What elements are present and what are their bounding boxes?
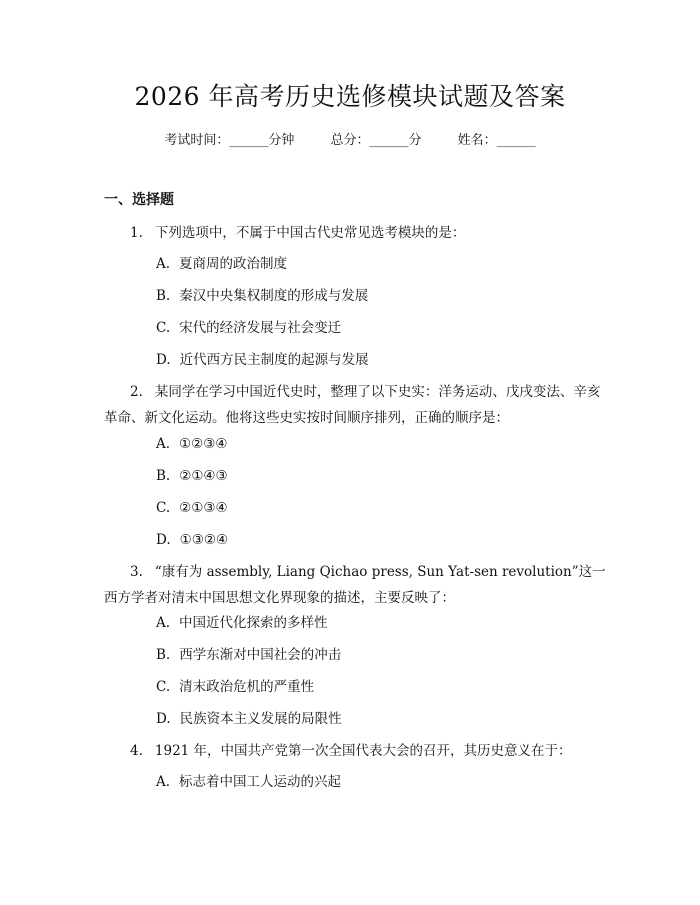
question-3-option-c	[156, 676, 314, 698]
option-text: 清末政治危机的严重性	[179, 679, 315, 695]
option-text: 近代西方民主制度的起源与发展	[179, 352, 369, 368]
section-title: 一、选择题	[104, 192, 174, 208]
question-4-option-a	[156, 771, 341, 793]
option-letter: A.	[156, 256, 171, 272]
option-letter: B.	[156, 288, 171, 304]
question-2-option-a	[156, 433, 227, 455]
option-letter: C.	[156, 679, 171, 695]
option-text: 秦汉中央集权制度的形成与发展	[179, 288, 369, 304]
option-text: 西学东渐对中国社会的冲击	[179, 647, 342, 663]
option-text: 民族资本主义发展的局限性	[179, 711, 342, 727]
option-letter: B.	[156, 468, 171, 484]
option-letter: D.	[156, 352, 171, 368]
option-text: 标志着中国工人运动的兴起	[179, 774, 342, 790]
option-letter: C.	[156, 320, 171, 336]
option-text: ①②③④	[179, 436, 228, 452]
option-text: 夏商周的政治制度	[179, 256, 288, 272]
question-2-option-b	[156, 465, 228, 487]
option-letter: A.	[156, 436, 171, 452]
question-3-option-b	[156, 644, 341, 666]
question-text: 某同学在学习中国近代史时，整理了以下史实：洋务运动、戊戌变法、辛亥革命、新文化运动。他将这些史实按时间顺序排列，正确的顺序是：	[104, 384, 601, 426]
option-text: 宋代的经济发展与社会变迁	[179, 320, 342, 336]
option-text: 中国近代化探索的多样性	[179, 615, 328, 631]
question-1	[104, 220, 609, 246]
option-letter: B.	[156, 647, 171, 663]
option-letter: C.	[156, 500, 171, 516]
question-number: 1.	[130, 225, 143, 241]
question-2	[104, 379, 609, 431]
option-letter: A.	[156, 774, 171, 790]
option-text: ①③②④	[179, 532, 229, 548]
question-text: “康有为 assembly, Liang Qichao press, Sun Yat-sen revolution”这一西方学者对清末中国思想文化界现象的描述，主要反映了：	[104, 564, 606, 606]
question-3	[104, 559, 609, 611]
question-3-option-d	[156, 708, 342, 730]
question-2-option-c	[156, 497, 228, 519]
question-number: 4.	[130, 743, 143, 759]
option-letter: A.	[156, 615, 171, 631]
option-letter: D.	[156, 711, 171, 727]
question-text: 下列选项中，不属于中国古代史常见选考模块的是：	[154, 225, 466, 241]
question-1-option-d	[156, 349, 369, 371]
question-4	[104, 738, 609, 764]
question-1-option-b	[156, 285, 368, 307]
page-title: 2026 年高考历史选修模块试题及答案	[134, 82, 566, 111]
option-text: ②①③④	[179, 500, 228, 516]
exam-score-field: 总分：______分	[330, 133, 422, 148]
option-letter: D.	[156, 532, 171, 548]
question-3-option-a	[156, 612, 328, 634]
exam-meta	[0, 131, 700, 151]
question-1-option-c	[156, 317, 341, 339]
question-2-option-d	[156, 529, 228, 551]
question-number: 3.	[130, 564, 143, 580]
exam-time-field: 考试时间：______分钟	[164, 133, 295, 148]
question-1-option-a	[156, 253, 287, 275]
option-text: ②①④③	[179, 468, 228, 484]
question-number: 2.	[130, 384, 143, 400]
student-name-field: 姓名：______	[457, 133, 536, 148]
question-text: 1921 年，中国共产党第一次全国代表大会的召开，其历史意义在于：	[154, 743, 572, 759]
